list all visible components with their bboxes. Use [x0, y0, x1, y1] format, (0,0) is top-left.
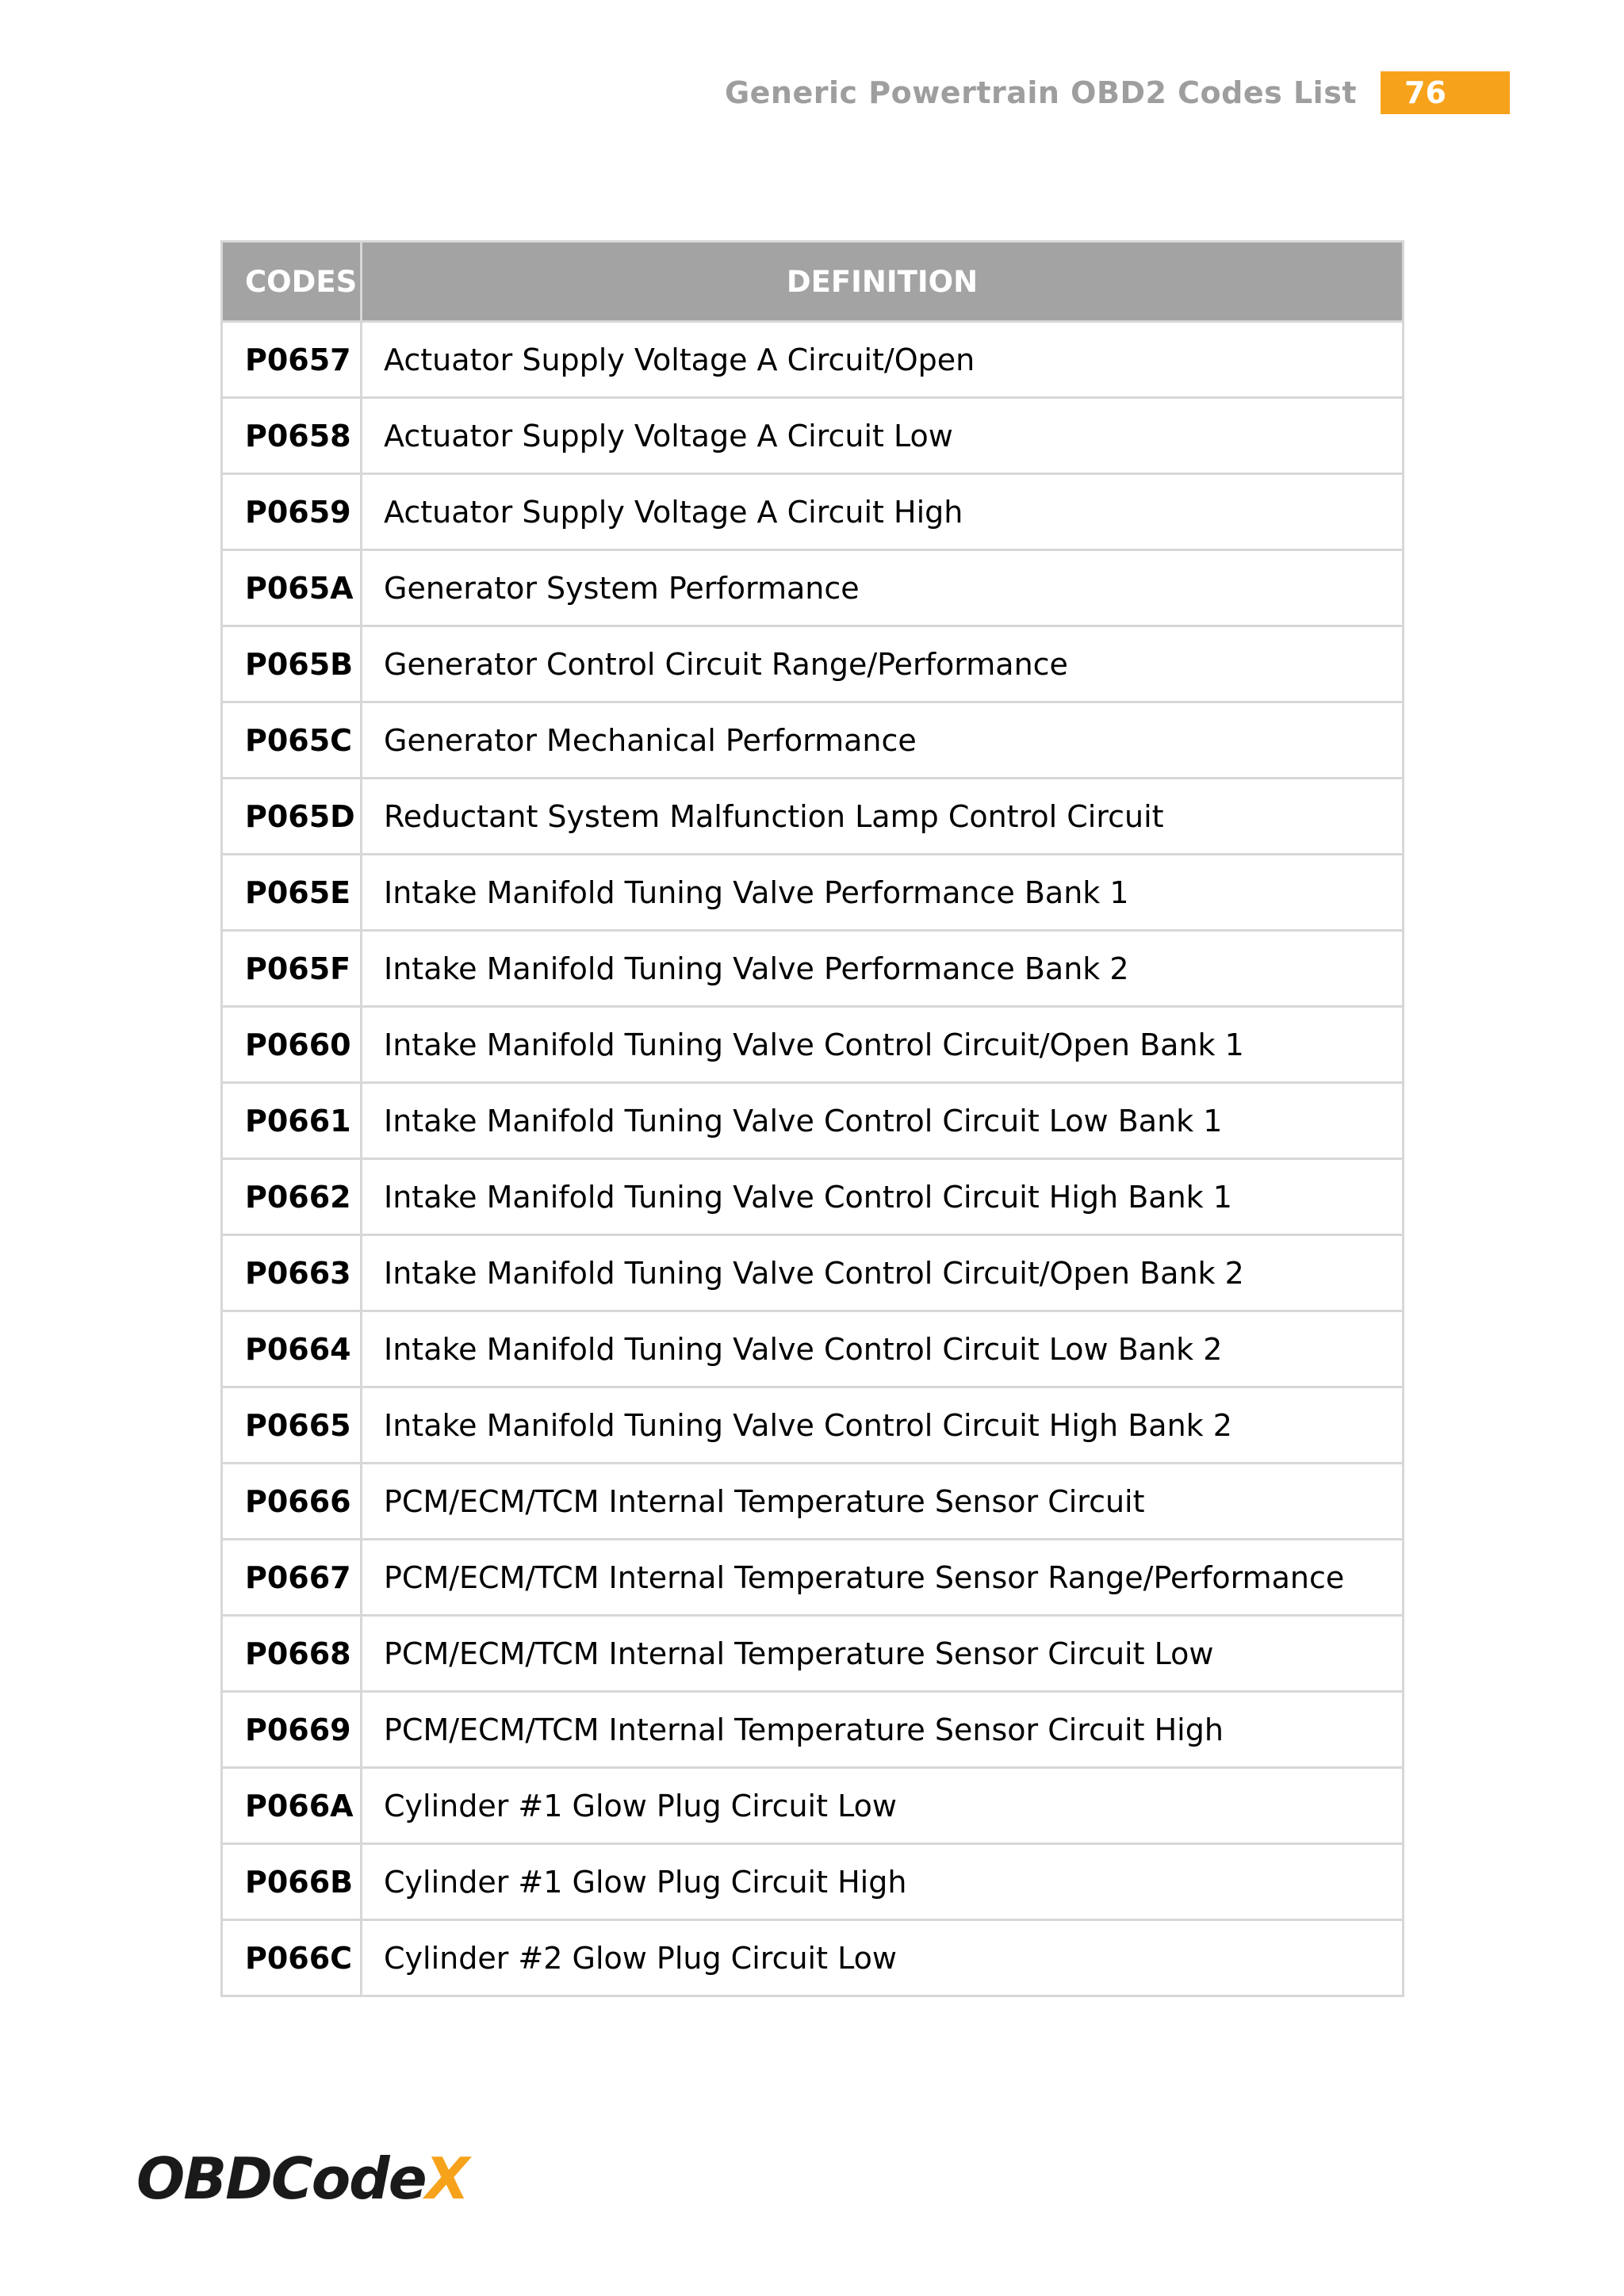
table-row [222, 1235, 1404, 1311]
code-cell: P0668 [222, 1616, 362, 1692]
column-header-codes: CODES [222, 242, 362, 322]
logo-wordmark: OBDCode [136, 2145, 426, 2212]
table-row [222, 931, 1404, 1007]
logo-accent-x: X [425, 2145, 469, 2212]
definition-cell: Actuator Supply Voltage A Circuit High [362, 474, 1404, 550]
definition-cell: Cylinder #1 Glow Plug Circuit Low [362, 1768, 1404, 1844]
table-row [222, 626, 1404, 702]
code-cell: P0661 [222, 1083, 362, 1159]
code-cell: P0669 [222, 1692, 362, 1768]
code-cell: P065D [222, 779, 362, 855]
code-cell: P0660 [222, 1007, 362, 1083]
table-row [222, 1844, 1404, 1920]
definition-cell: PCM/ECM/TCM Internal Temperature Sensor Circuit Low [362, 1616, 1404, 1692]
code-cell: P065F [222, 931, 362, 1007]
definition-cell: Actuator Supply Voltage A Circuit/Open [362, 322, 1404, 398]
definition-cell: Reductant System Malfunction Lamp Control Circuit [362, 779, 1404, 855]
definition-cell: Actuator Supply Voltage A Circuit Low [362, 398, 1404, 474]
code-cell: P0658 [222, 398, 362, 474]
page-number-badge: 76 [1381, 71, 1510, 114]
table-row [222, 398, 1404, 474]
table-row [222, 1540, 1404, 1616]
code-cell: P0662 [222, 1159, 362, 1235]
table-row [222, 1083, 1404, 1159]
definition-cell: Cylinder #1 Glow Plug Circuit High [362, 1844, 1404, 1920]
page-header [725, 71, 1510, 114]
code-cell: P0667 [222, 1540, 362, 1616]
code-cell: P065E [222, 855, 362, 931]
table-row [222, 322, 1404, 398]
definition-cell: PCM/ECM/TCM Internal Temperature Sensor Range/Performance [362, 1540, 1404, 1616]
definition-cell: Cylinder #2 Glow Plug Circuit Low [362, 1920, 1404, 1996]
definition-cell: Intake Manifold Tuning Valve Control Circuit/Open Bank 2 [362, 1235, 1404, 1311]
code-cell: P0666 [222, 1464, 362, 1540]
definition-cell: Intake Manifold Tuning Valve Control Circuit High Bank 2 [362, 1387, 1404, 1464]
code-cell: P0665 [222, 1387, 362, 1464]
table-row [222, 1387, 1404, 1464]
table-row [222, 1616, 1404, 1692]
definition-cell: Intake Manifold Tuning Valve Control Circuit Low Bank 1 [362, 1083, 1404, 1159]
table-row [222, 1464, 1404, 1540]
definition-cell: Intake Manifold Tuning Valve Control Circuit/Open Bank 1 [362, 1007, 1404, 1083]
table-row [222, 1692, 1404, 1768]
code-cell: P065B [222, 626, 362, 702]
codes-table [220, 240, 1404, 1997]
definition-cell: Generator System Performance [362, 550, 1404, 626]
table-row [222, 855, 1404, 931]
table-row [222, 1311, 1404, 1387]
definition-cell: Intake Manifold Tuning Valve Performance Bank 2 [362, 931, 1404, 1007]
code-cell: P066A [222, 1768, 362, 1844]
code-cell: P066C [222, 1920, 362, 1996]
table-row [222, 550, 1404, 626]
definition-cell: PCM/ECM/TCM Internal Temperature Sensor Circuit High [362, 1692, 1404, 1768]
column-header-definition: DEFINITION [362, 242, 1404, 322]
code-cell: P0664 [222, 1311, 362, 1387]
code-cell: P066B [222, 1844, 362, 1920]
definition-cell: Intake Manifold Tuning Valve Control Circuit Low Bank 2 [362, 1311, 1404, 1387]
code-cell: P0657 [222, 322, 362, 398]
obdcodex-logo [136, 2145, 469, 2212]
code-cell: P0659 [222, 474, 362, 550]
definition-cell: Intake Manifold Tuning Valve Control Circuit High Bank 1 [362, 1159, 1404, 1235]
code-cell: P0663 [222, 1235, 362, 1311]
code-cell: P065C [222, 702, 362, 779]
definition-cell: PCM/ECM/TCM Internal Temperature Sensor Circuit [362, 1464, 1404, 1540]
table-row [222, 779, 1404, 855]
table-row [222, 1920, 1404, 1996]
page-title: Generic Powertrain OBD2 Codes List [724, 75, 1357, 110]
table-row [222, 474, 1404, 550]
table-row [222, 1768, 1404, 1844]
table-row [222, 702, 1404, 779]
table-header-row [222, 242, 1404, 322]
table-row [222, 1159, 1404, 1235]
definition-cell: Generator Mechanical Performance [362, 702, 1404, 779]
definition-cell: Generator Control Circuit Range/Performance [362, 626, 1404, 702]
definition-cell: Intake Manifold Tuning Valve Performance Bank 1 [362, 855, 1404, 931]
code-cell: P065A [222, 550, 362, 626]
table-row [222, 1007, 1404, 1083]
